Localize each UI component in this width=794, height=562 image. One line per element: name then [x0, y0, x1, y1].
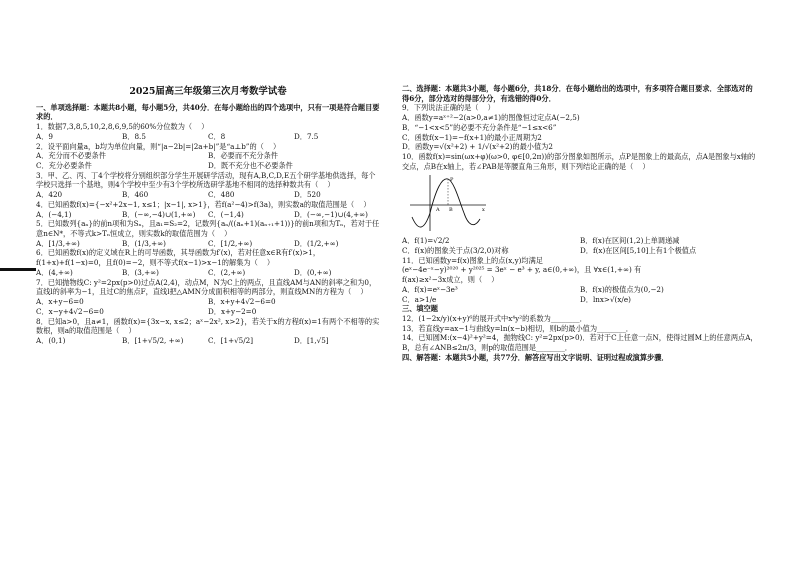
section-answers: 四、解答题：本题共5小题，共77分．解答应写出文字说明、证明过程或演算步骤．	[402, 352, 669, 362]
option: C．f(x)的图象关于点(3/2,0)对称	[402, 245, 509, 255]
option: D．x+y−2=0	[208, 306, 257, 316]
question-6: 6．已知函数f(x)的定义域在R上的可导函数，其导函数为f′(x)，若对任意x∈R有f′(x)>1，f(1+x)+f(1−x)=0，且f(0)=−2，则不等式f(x−1)>x−1的解集为（ ）	[36, 248, 321, 268]
left-column	[36, 86, 380, 346]
exam-title: 2025届高三年级第三次月考数学试卷	[129, 86, 287, 97]
option: D．[1,√5]	[294, 335, 329, 345]
margin-bar	[0, 268, 36, 271]
question-10: 10．函数f(x)=sin(ωx+φ)(ω>0, φ∈[0,2π))的部分图象如图所示，点P是图象上的最高点，点A是图象与x轴的交点，点B在x轴上，若∠PAB是等腰直角三角形，则下列结论正确的是（ ）	[402, 152, 756, 171]
option: A．420	[36, 190, 63, 200]
point-b-label: B	[449, 207, 453, 214]
point-p-label: P	[450, 177, 454, 184]
question-6-options	[36, 268, 380, 278]
x-label: x	[482, 207, 485, 214]
option: C．x−y+4√2−6=0	[36, 306, 104, 316]
point-a-label: A	[436, 207, 440, 214]
option: B．(3,+∞)	[122, 267, 159, 277]
question-1: 1．数据7,3,8,5,10,2,8,6,9,5的60%分位数为（ ）	[36, 122, 209, 132]
question-7: 7．已知抛物线C: y²=2px(p>0)过点A(2,4)，动点M，N为C上的两点，且直线AM与AN的斜率之和为0，直线l的斜率为−1，且过C的焦点F，直线l把△AMN分成面积相等的两部分，则直线MN的方程为（ ）	[36, 277, 377, 297]
question-1-options	[36, 132, 380, 142]
option: A．x+y−6=0	[36, 297, 84, 307]
option: B．[1+√5/2, +∞)	[122, 335, 184, 345]
sine-graph-figure	[408, 173, 488, 233]
option: B．必要而不充分条件	[208, 151, 278, 161]
option: D．7.5	[294, 131, 319, 141]
option: B．(1/3,+∞)	[122, 238, 166, 248]
option: A．函数y=aˣ⁺²−2(a>0,a≠1)的图像恒过定点A(−2,5)	[402, 113, 580, 123]
option: C．充分必要条件	[36, 161, 92, 170]
option: B．(−∞,−4)∪(1,+∞)	[122, 209, 196, 219]
option: D．既不充分也不必要条件	[208, 161, 293, 170]
option: C．函数f(x−1)=−f(x+1)的最小正周期为2	[402, 132, 542, 142]
question-14: 14．已知圆M:(x−4)²+y²=4，抛物线C: y²=2px(p>0)．若对于C上任意一点N，使得过圆M上的任意两点A，B，总有∠ANB≤2π/3，则p的取值范围是________．	[402, 333, 758, 353]
section-fill-blank: 三、填空题	[402, 304, 438, 314]
option: C．[1+√5/2]	[208, 335, 254, 345]
question-5: 5．已知数列{aₙ}的前n项和为Sₙ，且a₁=S₂=2，记数列{aₙ/((aₙ+1)(aₙ₊₁+1))}的前n项和为Tₙ，若对于任意n∈N*，不等式k>Tₙ恒成立，则实数k的取值范围为（ ）	[36, 219, 380, 239]
option: A．9	[36, 131, 53, 141]
option: A．(0,1)	[36, 335, 66, 345]
option: C．8	[208, 131, 226, 141]
option: D．520	[294, 190, 321, 200]
option: B．460	[122, 190, 149, 200]
option: B．8.5	[122, 131, 146, 141]
question-11-options-row2	[402, 295, 758, 305]
question-7-options-row2	[36, 307, 380, 317]
question-7-options	[36, 297, 380, 307]
question-2: 2．设平面向量a，b均为单位向量，则“|a−2b|=|2a+b|”是“a⊥b”的（ ）	[36, 141, 281, 151]
option: A．(4,+∞)	[36, 267, 73, 277]
option: B．“−1<x<5”的必要不充分条件是“−1≤x<6”	[402, 122, 557, 132]
question-2-options-row2	[36, 161, 380, 171]
question-5-options	[36, 239, 380, 249]
option: C．(2,+∞)	[208, 267, 246, 277]
question-4-options	[36, 210, 380, 220]
option: A．f(x)=eˣ−3e³	[402, 284, 458, 294]
question-13: 13．若直线y=ax−1与曲线y=ln(x−b)相切，则b的最小值为________．	[402, 323, 633, 333]
question-10-options	[402, 236, 758, 246]
question-2-options	[36, 151, 380, 161]
section-multi-choice: 二、选择题：本题共3小题，每小题6分，共18分．在每小题给出的选项中，有多项符合题目要求．全部选对的得6分，部分选对的得部分分，有选错的得0分．	[402, 84, 753, 103]
option: D．函数y=√(x²+2) + 1/√(x²+2)的最小值为2	[402, 142, 553, 152]
option: A．充分而不必要条件	[36, 151, 106, 161]
question-12: 12．(1−2x/y)(x+y)⁶的展开式中x⁴y²的系数为________．	[402, 313, 587, 323]
question-11-condition: (eˣ−4e⁻ˣ−y)²⁰²⁰ + y²⁰²⁵ = 3eˣ − e³ + y, a∈(0,+∞)，且 ∀x∈(1,+∞) 有	[402, 265, 642, 275]
option: B．f(x)的极值点为(0,−2)	[580, 284, 664, 294]
option: D．f(x)在区间[5,10]上有1个极值点	[580, 245, 697, 255]
question-3-options	[36, 190, 380, 200]
option: C．a>1/e	[402, 294, 437, 304]
question-10-options-row2	[402, 246, 758, 256]
question-11-condition-2: f(ax)≥x²−3x成立，则（ ）	[402, 275, 499, 285]
question-11-options	[402, 285, 758, 295]
option: B．f(x)在区间(1,2)上单调递减	[580, 236, 680, 246]
question-4: 4．已知函数f(x)={−x²+2x−1, x≤1；|x−1|, x>1}，若f(a²−4)>f(3a)，则实数a的取值范围是（ ）	[36, 199, 371, 209]
option: B．x+y+4√2−6=0	[208, 297, 276, 307]
option: A．(−4,1)	[36, 209, 72, 219]
option: C．480	[208, 190, 235, 200]
option: D．(1/2,+∞)	[294, 238, 339, 248]
question-3: 3．甲、乙、丙、丁4个学校将分别组织部分学生开展研学活动，现有A,B,C,D,E五个研学基地供选择，每个学校只选择一个基地，则4个学校中至少有3个学校所选研学基地不相同的选择种数共有（ ）	[36, 170, 376, 190]
section-single-choice: 一、单项选择题：本题共8小题，每小题5分，共40分．在每小题给出的四个选项中，只有一项是符合题目要求的．	[36, 102, 380, 122]
option: D．(−∞,−1)∪(4,+∞)	[294, 209, 368, 219]
option: A．f(1)=√2/2	[402, 236, 450, 246]
option: D．lnx>√(x/e)	[580, 294, 631, 304]
option: A．[1/3,+∞)	[36, 238, 80, 248]
question-11: 11．已知函数y=f(x)图象上的点(x,y)均满足	[402, 255, 543, 265]
question-8-options	[36, 336, 380, 346]
sine-curve	[412, 179, 480, 227]
right-column	[402, 84, 758, 363]
option: C．[1/2,+∞)	[208, 238, 253, 248]
option: D．(0,+∞)	[294, 267, 332, 277]
question-9: 9．下列说法正确的是（ ）	[402, 103, 495, 113]
question-8: 8．已知a>0，且a≠1，函数f(x)={3x−x, x≤2；aˣ−2x², x>2}，若关于x的方程f(x)=1有两个不相等的实数根，则a的取值范围是（ ）	[36, 316, 380, 336]
option: C．(−1,4)	[208, 209, 244, 219]
